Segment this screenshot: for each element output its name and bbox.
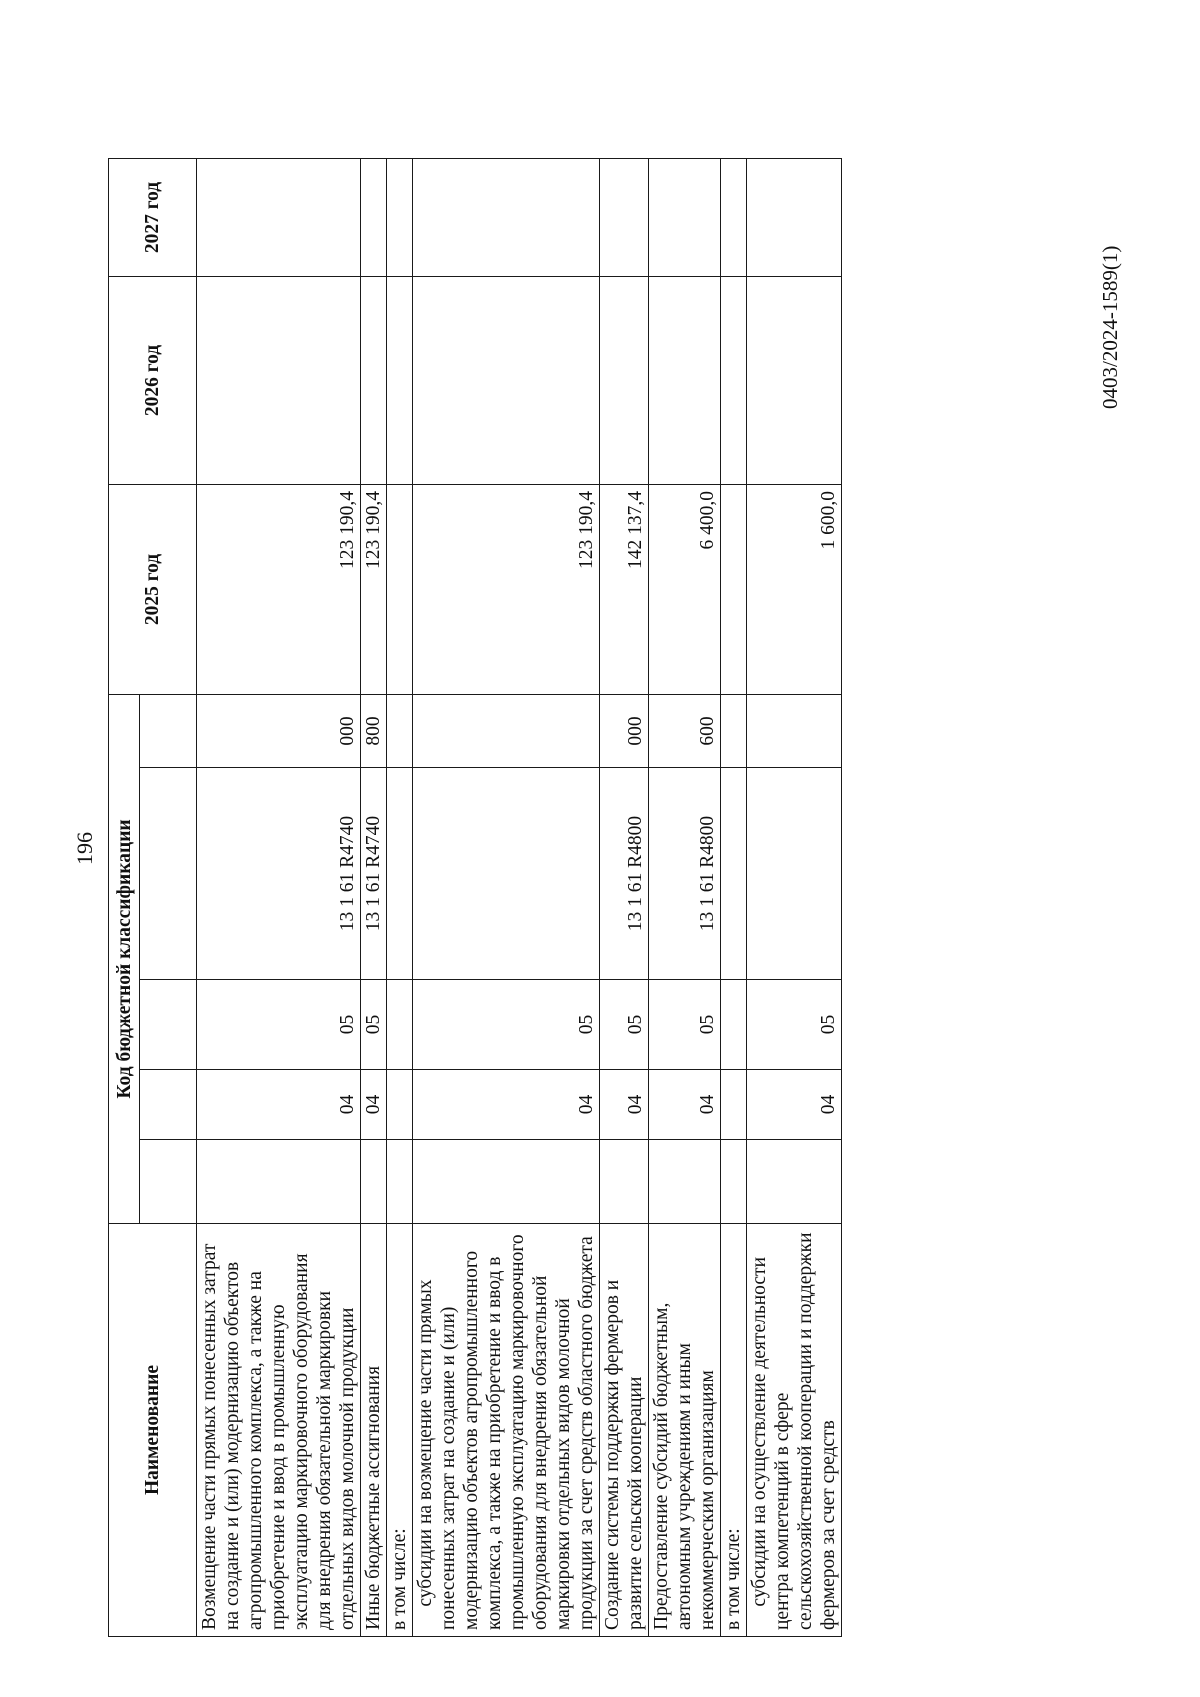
row-code-5 — [387, 694, 413, 767]
row-value-2027 — [649, 158, 721, 276]
header-code-col-2 — [140, 1070, 197, 1140]
row-code-2: 04 — [649, 1070, 721, 1140]
row-value-2027 — [413, 158, 600, 276]
row-code-1 — [197, 1140, 361, 1224]
row-value-2025: 142 137,4 — [600, 484, 649, 694]
table-row — [649, 158, 721, 1636]
row-code-4 — [387, 768, 413, 980]
row-value-2025 — [387, 484, 413, 694]
table-row — [747, 158, 842, 1636]
row-value-2026 — [413, 276, 600, 484]
row-value-2025 — [721, 484, 747, 694]
row-name: в том числе: — [721, 1224, 747, 1637]
row-code-2: 04 — [600, 1070, 649, 1140]
header-2026: 2026 год — [109, 276, 197, 484]
row-code-1 — [747, 1140, 842, 1224]
row-value-2026 — [387, 276, 413, 484]
row-name: в том числе: — [387, 1224, 413, 1637]
row-value-2027 — [721, 158, 747, 276]
row-code-5 — [721, 694, 747, 767]
row-value-2025: 123 190,4 — [197, 484, 361, 694]
budget-table — [108, 158, 842, 1637]
header-2027: 2027 год — [109, 158, 197, 276]
header-code-col-1 — [140, 1140, 197, 1224]
header-code-col-5 — [140, 694, 197, 767]
row-value-2025: 1 600,0 — [747, 484, 842, 694]
row-code-2 — [387, 1070, 413, 1140]
header-row — [109, 158, 140, 1636]
row-value-2025: 6 400,0 — [649, 484, 721, 694]
row-code-3: 05 — [600, 980, 649, 1070]
row-value-2027 — [387, 158, 413, 276]
row-code-2: 04 — [747, 1070, 842, 1140]
row-value-2026 — [721, 276, 747, 484]
row-code-3: 05 — [649, 980, 721, 1070]
header-code-col-3 — [140, 980, 197, 1070]
table-row — [600, 158, 649, 1636]
row-value-2026 — [361, 276, 387, 484]
row-code-4: 13 1 61 R4740 — [197, 768, 361, 980]
table-row — [387, 158, 413, 1636]
row-code-4: 13 1 61 R4800 — [600, 768, 649, 980]
row-value-2027 — [600, 158, 649, 276]
page-number: 196 — [72, 832, 97, 865]
row-name: субсидии на возмещение части прямых понесенных затрат на создание и (или) модернизацию объектов агропромышленного комплекса, а также на приобретение и ввод в промышленную эксплуатацию маркировочного оборудования для внедрения обязательной маркировки отдельных видов молочной продукции за счет средств областного бюджета — [413, 1224, 600, 1637]
row-code-1 — [600, 1140, 649, 1224]
row-code-2 — [721, 1070, 747, 1140]
row-value-2025: 123 190,4 — [413, 484, 600, 694]
row-code-5: 600 — [649, 694, 721, 767]
row-value-2027 — [361, 158, 387, 276]
row-name: Предоставление субсидий бюджетным, автономным учреждениям и иным некоммерческим организациям — [649, 1224, 721, 1637]
row-code-5: 000 — [197, 694, 361, 767]
table-row — [361, 158, 387, 1636]
row-code-2: 04 — [413, 1070, 600, 1140]
header-code-group: Код бюджетной классификации — [109, 694, 140, 1223]
row-code-4: 13 1 61 R4740 — [361, 768, 387, 980]
header-2025: 2025 год — [109, 484, 197, 694]
row-code-2: 04 — [361, 1070, 387, 1140]
row-code-1 — [413, 1140, 600, 1224]
row-code-1 — [361, 1140, 387, 1224]
row-name: Создание системы поддержки фермеров и развитие сельской кооперации — [600, 1224, 649, 1637]
row-code-4 — [747, 768, 842, 980]
row-value-2027 — [197, 158, 361, 276]
row-code-1 — [721, 1140, 747, 1224]
row-code-3: 05 — [361, 980, 387, 1070]
row-value-2025: 123 190,4 — [361, 484, 387, 694]
row-name: Иные бюджетные ассигнования — [361, 1224, 387, 1637]
table-row — [413, 158, 600, 1636]
row-code-5: 000 — [600, 694, 649, 767]
table-row — [721, 158, 747, 1636]
row-code-4 — [721, 768, 747, 980]
row-code-4 — [413, 768, 600, 980]
row-code-2: 04 — [197, 1070, 361, 1140]
row-name: Возмещение части прямых понесенных затрат на создание и (или) модернизацию объектов агропромышленного комплекса, а также на приобретение и ввод в промышленную эксплуатацию маркировочного оборудования для внедрения обязательной маркировки отдельных видов молочной продукции — [197, 1224, 361, 1637]
row-name: субсидии на осуществление деятельности центра компетенций в сфере сельскохозяйственной кооперации и поддержки фермеров за счет средств — [747, 1224, 842, 1637]
row-code-1 — [387, 1140, 413, 1224]
row-value-2027 — [747, 158, 842, 276]
row-code-5 — [413, 694, 600, 767]
header-name: Наименование — [109, 1224, 197, 1637]
row-value-2026 — [649, 276, 721, 484]
row-code-3: 05 — [197, 980, 361, 1070]
row-value-2026 — [747, 276, 842, 484]
row-value-2026 — [197, 276, 361, 484]
row-code-5 — [747, 694, 842, 767]
row-code-3: 05 — [747, 980, 842, 1070]
header-code-col-4 — [140, 768, 197, 980]
row-code-3: 05 — [413, 980, 600, 1070]
row-code-4: 13 1 61 R4800 — [649, 768, 721, 980]
row-code-3 — [387, 980, 413, 1070]
table-row — [197, 158, 361, 1636]
row-code-5: 800 — [361, 694, 387, 767]
row-code-3 — [721, 980, 747, 1070]
row-value-2026 — [600, 276, 649, 484]
row-code-1 — [649, 1140, 721, 1224]
document-code: 0403/2024-1589(1) — [1098, 245, 1122, 409]
